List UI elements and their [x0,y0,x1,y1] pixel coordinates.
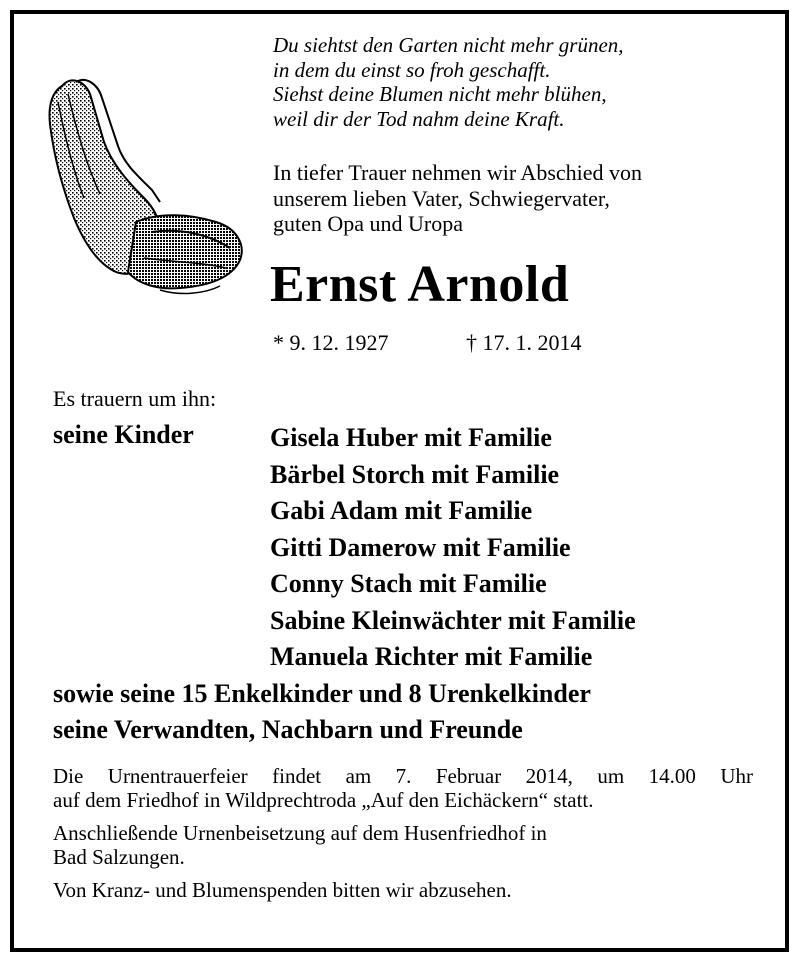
ceremony-line: auf dem Friedhof in Wildprechtroda „Auf den Eichäckern“ statt. [53,788,594,812]
burial-paragraph [53,821,753,869]
children-list [270,420,636,676]
child-entry: Bärbel Storch mit Familie [270,459,560,489]
child-entry: Sabine Kleinwächter mit Familie [270,605,636,635]
poem-line: Siehst deine Blumen nicht mehr blühen, [273,82,607,106]
ceremony-line: Die Urnentrauerfeier findet am 7. Februar 2014, um 14.00 Uhr [53,764,753,788]
child-entry: Manuela Richter mit Familie [270,642,593,671]
intro-line: unserem lieben Vater, Schwiegervater, [273,185,610,211]
poem [273,33,624,131]
poem-line: Du siehtst den Garten nicht mehr grünen, [273,33,624,57]
poem-line: in dem du einst so froh geschafft. [273,57,551,82]
grandchildren-block [53,676,591,748]
intro-line: In tiefer Trauer nehmen wir Abschied von [273,160,643,185]
burial-line: Bad Salzungen. [53,845,185,869]
life-dates [273,330,582,356]
ceremony-paragraph [53,764,753,812]
children-label: seine Kinder [53,420,194,449]
deceased-name: Ernst Arnold [270,256,570,313]
relatives-line: seine Verwandten, Nachbarn und Freunde [53,715,523,744]
praying-hands-icon [40,72,250,304]
birth-date: * 9. 12. 1927 [273,330,389,355]
poem-line: weil dir der Tod nahm deine Kraft. [273,106,565,131]
intro-text [273,160,642,237]
child-entry: Gabi Adam mit Familie [270,496,533,525]
mourners-intro: Es trauern um ihn: [53,386,217,411]
grandchildren-line: sowie seine 15 Enkelkinder und 8 Urenkelkinder [53,679,591,708]
burial-line: Anschließende Urnenbeisetzung auf dem Husenfriedhof in [53,821,547,845]
child-entry: Gitti Damerow mit Familie [270,532,571,562]
child-entry: Gisela Huber mit Familie [270,423,552,452]
funeral-notice [53,764,753,911]
death-date: † 17. 1. 2014 [466,330,582,355]
flowers-paragraph: Von Kranz- und Blumenspenden bitten wir abzusehen. [53,878,512,902]
child-entry: Conny Stach mit Familie [270,569,547,598]
intro-line: guten Opa und Uropa [273,211,464,236]
